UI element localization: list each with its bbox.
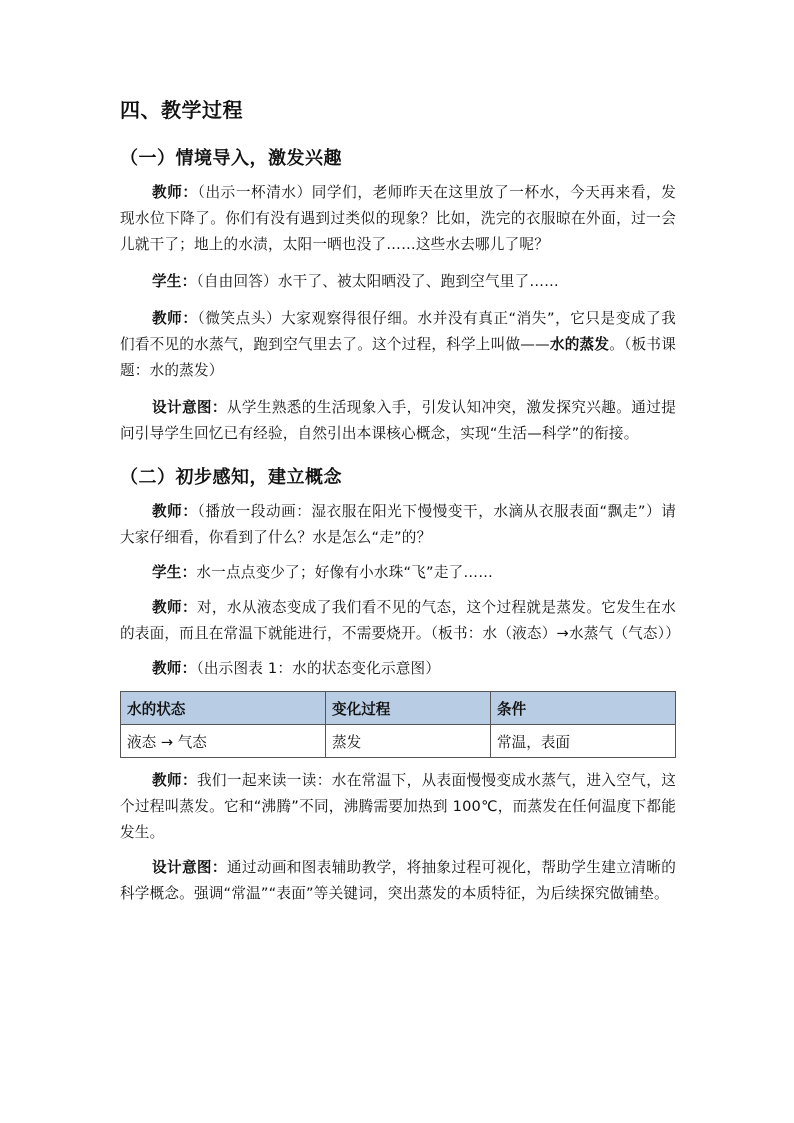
subsection-title-1: （一）情境导入，激发兴趣 [120,148,342,169]
paragraph-student-observe [120,560,676,586]
section-heading: 四、教学过程 [120,98,243,122]
paragraph-text: 我们一起来读一读：水在常温下，从表面慢慢变成水蒸气，进入空气，这个过程叫蒸发。它和“沸腾”不同，沸腾需要加热到 100℃，而蒸发在任何温度下都能发生。 [120,772,676,841]
water-state-table [120,691,676,758]
speaker-label: 教师： [152,599,197,616]
speaker-label: 教师： [152,184,198,201]
paragraph-design-intent-2 [120,855,676,907]
paragraph-teacher-chart [120,656,676,682]
table-header-cell: 条件 [491,692,676,725]
paragraph-teacher-explain [120,306,676,384]
lesson-topic-bold: 水的蒸发 [549,336,610,353]
paragraph-text: （出示图表 1：水的状态变化示意图） [196,660,441,677]
table-header-cell: 水的状态 [121,692,326,725]
design-intent-label: 设计意图： [152,859,227,876]
table-cell: 液态 → 气态 [121,725,326,758]
table-cell: 常温，表面 [491,725,676,758]
table-row [121,725,676,758]
paragraph-text: （播放一段动画：湿衣服在阳光下慢慢变干，水滴从衣服表面“飘走”）请大家仔细看，你看到了什么？水是怎么“走”的？ [120,503,676,546]
table-cell: 蒸发 [326,725,491,758]
paragraph-teacher-animation [120,499,676,551]
speaker-label: 学生： [152,273,197,290]
paragraph-student-answer [120,269,676,295]
subsection-title-2: （二）初步感知，建立概念 [120,467,342,488]
table-header-row [121,692,676,725]
design-intent-label: 设计意图： [152,399,227,416]
speaker-label: 教师： [152,660,197,677]
paragraph-text: 通过动画和图表辅助教学，将抽象过程可视化，帮助学生建立清晰的科学概念。强调“常温”“表面”等关键词，突出蒸发的本质特征，为后续探究做铺垫。 [120,859,676,902]
speaker-label: 教师： [152,503,198,520]
paragraph-text: （出示一杯清水）同学们，老师昨天在这里放了一杯水，今天再来看，发现水位下降了。你们有没有遇到过类似的现象？比如，洗完的衣服晾在外面，过一会儿就干了；地上的水渍，太阳一晒也没了……这些水去哪儿了呢？ [120,184,676,253]
paragraph-text: 水一点点变少了；好像有小水珠“飞”走了…… [196,564,493,581]
speaker-label: 教师： [152,772,197,789]
paragraph-text: （自由回答）水干了、被太阳晒没了、跑到空气里了…… [196,273,559,290]
paragraph-teacher-concept [120,595,680,647]
table-header-cell: 变化过程 [326,692,491,725]
paragraph-teacher-reading [120,768,676,846]
paragraph-text: 从学生熟悉的生活现象入手，引发认知冲突，激发探究兴趣。通过提问引导学生回忆已有经验，自然引出本课核心概念，实现“生活—科学”的衔接。 [120,399,676,442]
paragraph-teacher-intro [120,180,676,258]
paragraph-text: 。（板书课题：水的蒸发） [120,336,676,379]
speaker-label: 学生： [152,564,197,581]
speaker-label: 教师： [152,310,198,327]
paragraph-text: （微笑点头）大家观察得很仔细。水并没有真正“消失”，它只是变成了我们看不见的水蒸气，跑到空气里去了。这个过程，科学上叫做—— [120,310,676,353]
paragraph-text: 对，水从液态变成了我们看不见的气态，这个过程就是蒸发。它发生在水的表面，而且在常温下就能进行，不需要烧开。（板书：水（液态）→水蒸气（气态）） [120,599,680,642]
document-content [120,96,680,916]
paragraph-design-intent-1 [120,395,676,447]
